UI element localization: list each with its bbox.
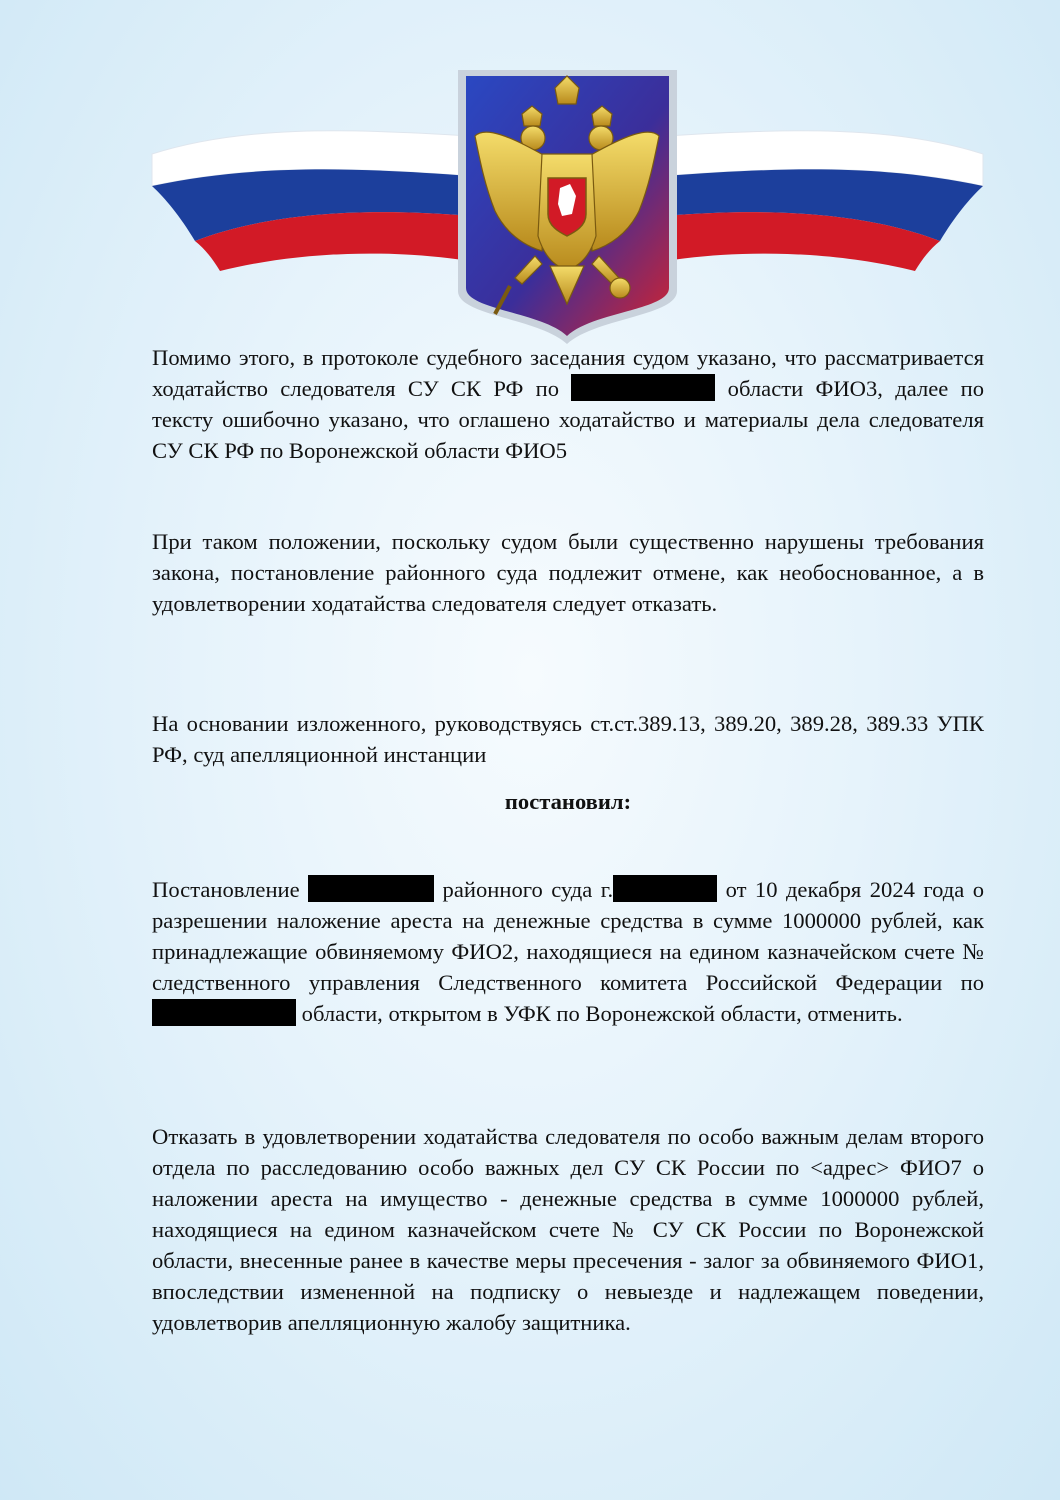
paragraph-conclusion: При таком положении, поскольку судом были существенно нарушены требования закона, постановление районного суда подлежит отмене, как необоснованное, а в удовлетворении ходатайства следователя следует отказать. [152, 529, 984, 616]
coat-of-arms-emblem [150, 66, 985, 346]
redacted-block [308, 875, 434, 902]
paragraph-ruling-part1: Постановление [152, 877, 309, 902]
paragraph-protocol-part2: области ФИО3, далее по тексту ошибочно указано, что оглашено ходатайство и материалы дела следователя СУ СК РФ по Воронежской области ФИО5 [152, 376, 984, 463]
paragraph-refusal: Отказать в удовлетворении ходатайства следователя по особо важным делам второго отдела по расследованию особо важных дел СУ СК России по <адрес> ФИО7 о наложении ареста на имущество - денежные средства в сумме 1000000 рублей, находящиеся на едином казначейском счете № СУ СК России по Воронежской области, внесенные ранее в качестве меры пресечения - залог за обвиняемого ФИО1, впоследствии измененной на подписку о невыезде и надлежащем поведении, удовлетворив апелляционную жалобу защитника. [152, 1124, 984, 1335]
left-flag-ribbon [152, 131, 470, 271]
paragraph-protocol [152, 342, 984, 466]
redacted-block [613, 875, 717, 902]
redacted-block [152, 999, 296, 1026]
paragraph-ruling [152, 874, 984, 1029]
paragraph-protocol-part1: Помимо этого, в протоколе судебного заседания судом указано, что рассматривается ходатайство следователя СУ СК РФ по [152, 345, 984, 401]
paragraph-ruling-part4: области, открытом в УФК по Воронежской области, отменить. [296, 1001, 903, 1026]
paragraph-ruling-part2: районного суда г. [434, 877, 614, 902]
paragraph-basis: На основании изложенного, руководствуясь ст.ст.389.13, 389.20, 389.28, 389.33 УПК РФ, суд апелляционной инстанции [152, 711, 984, 767]
redacted-block [571, 374, 715, 401]
right-flag-ribbon [665, 131, 983, 271]
section-heading: постановил: [504, 789, 632, 814]
paragraph-ruling-part3: от 10 декабря 2024 года о разрешении наложение ареста на денежные средства в сумме 1000000 рублей, как принадлежащие обвиняемому ФИО2, находящиеся на едином казначейском счете № следственного управления Следственного комитета Российской Федерации по [152, 877, 984, 995]
st-george-shield-icon [548, 178, 586, 236]
